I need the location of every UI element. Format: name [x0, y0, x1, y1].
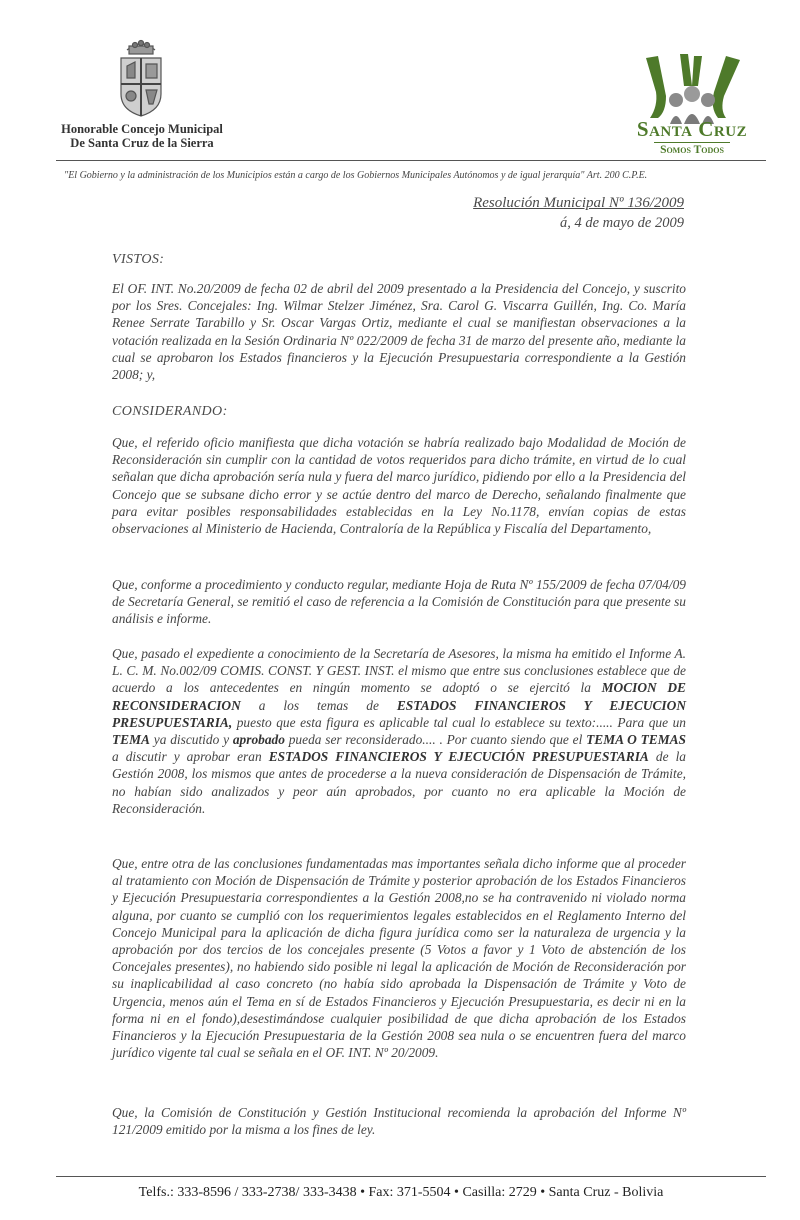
considerando-paragraph-5: Que, la Comisión de Constitución y Gestión Institucional recomienda la aprobación del Informe Nº 121/2009 emitido por la misma a los fines de ley.: [112, 1105, 686, 1138]
p3-text-m: de la Gestión 2008, los mismos que antes de procederse a la nueva consideración de Dispensación de Trámite, no habían sido analizados y peor aún aprobados, por cuanto no era aplicable la Moción de Reconsideración.: [112, 749, 686, 816]
p3-text-e: puesto que esta figura es aplicable tal cual lo establece su texto:..... Para que un: [232, 714, 686, 730]
p3-bold-estados: ESTADOS FINANCIEROS Y EJECUCION PRESUPUESTARIA,: [112, 697, 686, 730]
considerando-paragraph-4: Que, entre otra de las conclusiones fundamentadas mas importantes señala dicho informe que al proceder al tratamiento con Moción de Dispensación de Trámite y posterior aprobación de los Estados Financieros y Ejecución Presupuestaria correspondientes a la Gestión 2008,no se ha contravenido ni violado norma alguna, por cuanto se cumplió con los requerimientos legales establecidos en el Reglamento Interno del Concejo Municipal para la aplicación de dicha figura jurídica como ser la naturaleza de urgencia y la aprobación por dos tercios de los concejales presente (5 Votos a favor y 1 Voto de abstención de los Concejales presentes), no habiendo sido posible ni legal la aplicación de Moción de Reconsideración por su inaplicabilidad al caso concreto (no había sido aprobada la Dispensación de Trámite y Voto de Urgencia, menos aún el Tema en sí de Estados Financieros y Ejecución Presupuestaria, es decir ni en la forma ni en el fondo),desestimándose cualquier posibilidad de que dicha aprobación de los Estados Financieros y la Ejecución Presupuestaria de la Gestión 2008 sea nula o se encuentren fuera del marco jurídico vigente tal cual se señala en el OF. INT. Nº 20/2009.: [112, 856, 686, 1061]
p3-text-a: Que, pasado el expediente a conocimiento de la Secretaría de Asesores, la misma ha emitido el Informe A. L. C. M. No.002/09 COMIS. CONST. Y GEST. INST. el mismo que entre sus conclusiones establece que de acuerdo a los antecedentes en ningún momento se adoptó o se ejercitó la: [112, 646, 686, 696]
resolution-number: Resolución Municipal Nº 136/2009: [473, 195, 684, 211]
header-divider: [56, 160, 766, 161]
santa-cruz-logo-icon: [636, 52, 746, 124]
constitution-quote: "El Gobierno y la administración de los Municipios están a cargo de los Gobiernos Municipales Autónomos y de igual jerarquía" Art. 200 C.P.E.: [64, 170, 648, 181]
brand-wordmark: [628, 118, 756, 158]
footer-divider: [56, 1176, 766, 1177]
brand-name: Santa Cruz: [636, 117, 748, 141]
brand-tagline: Somos Todos: [654, 142, 730, 157]
vistos-heading: VISTOS:: [112, 252, 165, 267]
considerando-paragraph-2: Que, conforme a procedimiento y conducto regular, mediante Hoja de Ruta Nº 155/2009 de fecha 07/04/09 de Secretaría General, se remitió el caso de referencia a la Comisión de Constitución para que presente su análisis e informe.: [112, 577, 686, 627]
p3-text-g: ya discutido y: [149, 732, 233, 748]
considerando-paragraph-1: Que, el referido oficio manifiesta que dicha votación se habría realizado bajo Modalidad de Moción de Reconsideración sin cumplir con la cantidad de votos requeridos para dicho trámite, en virtud de lo cual señalan que dicha aprobación sería nula y fuera del marco jurídico, pidiendo por ello a la Presidencia del Concejo que se subsane dicho error y se actúe dentro del marco de Derecho, señalando finalmente que para evitar posibles responsabilidades establecidas en la Ley No.1178, envían copias de estas observaciones al Ministerio de Hacienda, Contraloría de la República y Fiscalía del Departamento,: [112, 435, 686, 537]
p3-text-i: pueda ser reconsiderado.... . Por cuanto siendo que el: [284, 732, 587, 748]
council-name-line1: Honorable Concejo Municipal: [61, 122, 223, 136]
p3-bold-estados-2: ESTADOS FINANCIEROS Y EJECUCIÓN PRESUPUESTARIA: [268, 749, 649, 765]
p3-bold-temas: TEMA O TEMAS: [586, 732, 687, 748]
p3-text-k: a discutir y aprobar eran: [112, 749, 269, 765]
p3-bold-aprobado: aprobado: [232, 732, 285, 748]
p3-text-c: a los temas de: [240, 697, 397, 713]
council-name-line2: De Santa Cruz de la Sierra: [70, 136, 214, 150]
council-name: [52, 122, 232, 150]
footer-contact: Telfs.: 333-8596 / 333-2738/ 333-3438 • Fax: 371-5504 • Casilla: 2729 • Santa Cruz - Bolivia: [138, 1185, 664, 1200]
resolution-date: á, 4 de mayo de 2009: [559, 215, 684, 231]
p3-bold-mocion: MOCION DE RECONSIDERACION: [112, 680, 686, 713]
considerando-heading: CONSIDERANDO:: [112, 404, 228, 419]
vistos-paragraph: El OF. INT. No.20/2009 de fecha 02 de abril del 2009 presentado a la Presidencia del Concejo, y suscrito por los Sres. Concejales: Ing. Wilmar Stelzer Jiménez, Sra. Carol G. Viscarra Guillén, Ing. Co. María Renee Serrate Tarabillo y Sr. Oscar Vargas Ortiz, mediante el cual se manifiestan observaciones a la votación realizada en la Sesión Ordinaria Nº 022/2009 de fecha 31 de marzo del presente año, mediante la cual se aprobaron los Estados financieros y la Ejecución Presupuestaria correspondiente a la Gestión 2008; y,: [112, 281, 686, 383]
considerando-paragraph-3: [112, 645, 686, 817]
coat-of-arms-icon: [113, 36, 169, 120]
p3-bold-tema: TEMA: [112, 732, 150, 748]
